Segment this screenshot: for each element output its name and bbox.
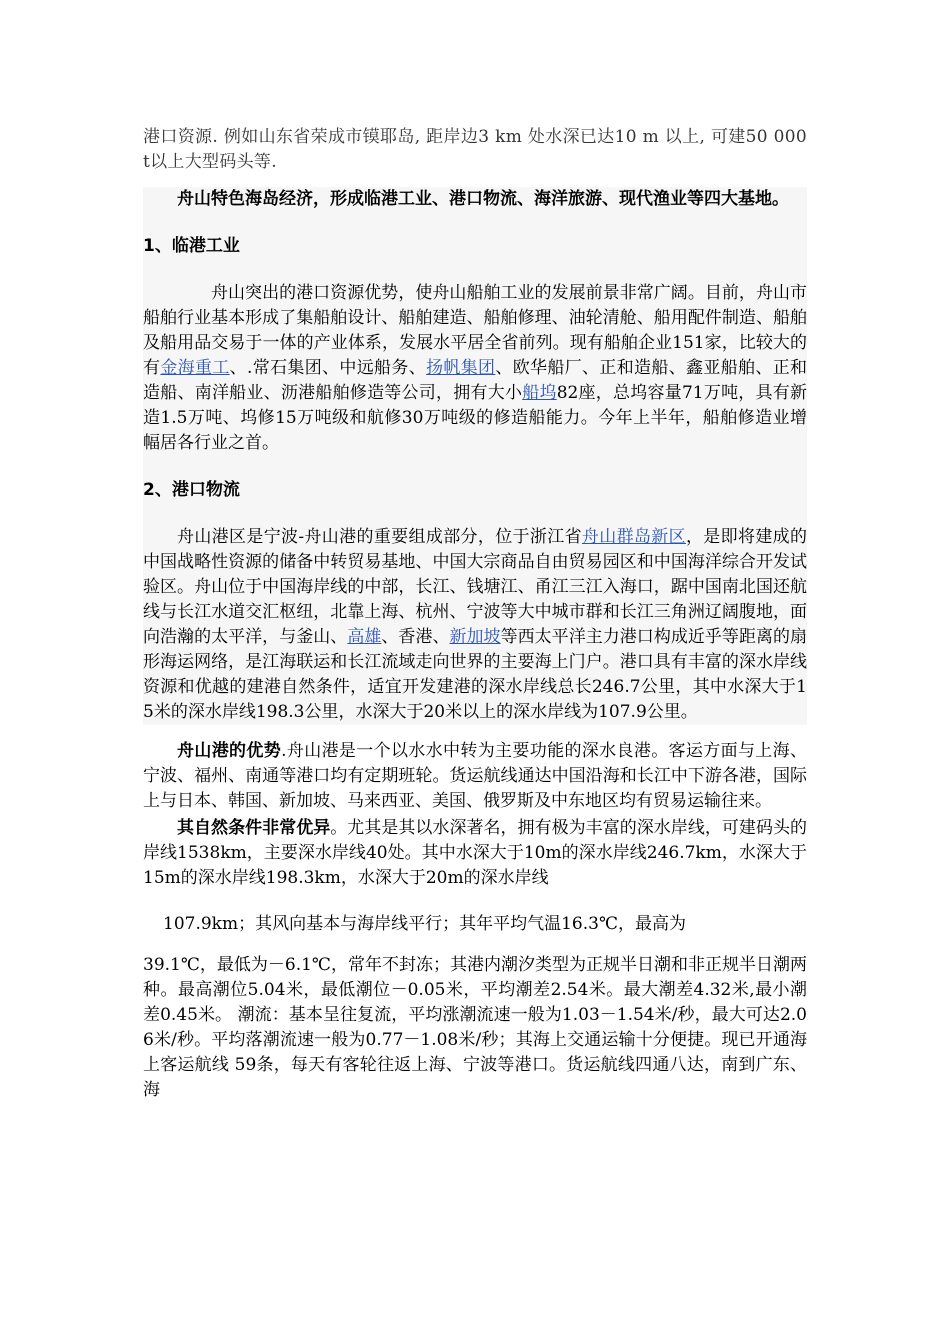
section2-paragraph [143,525,807,725]
advantage-text: .舟山港是一个以水水中转为主要功能的深水良港。客运方面与上海、宁波、福州、南通等港口均有定期班轮。货运航线通达中国沿海和长江中下游各港，国际上与日本、韩国、新加坡、马来西亚、美国、俄罗斯及中东地区均有贸易运输往来。 [143,741,808,811]
section1-text-d: 82座，总坞容量71万吨，具有新造1.5万吨、坞修15万吨级和航修30万吨级的修造船能力。今年上半年，船舶修造业增幅居各行业之首。 [143,383,808,453]
advantage-paragraph [143,739,807,814]
section1-text-b: 、.常石集团、中远船务、 [229,358,427,378]
summary-heading: 舟山特色海岛经济，形成临港工业、港口物流、海洋旅游、现代渔业等四大基地。 [177,189,789,209]
section2-heading: 2、港口物流 [143,480,240,500]
advantage-label: 舟山港的优势 [177,741,282,761]
climate-line: 107.9km；其风向基本与海岸线平行；其年平均气温16.3℃，最高为 [163,914,686,934]
section2-text-d: 等西太平洋主力港口构成近乎等距离的扇形海运网络，是江海联运和长江流域走向世界的主要海上门户。港口具有丰富的深水岸线资源和优越的建港自然条件，适宜开发建港的深水岸线总长246.7公里，其中水深大于15米的深水岸线198.3公里，水深大于20米以上的深水岸线为107.9公里。 [143,627,808,722]
nature-paragraph [143,816,807,891]
link-dock[interactable]: 船坞 [522,383,557,403]
link-zhoushan-islands-new-area[interactable]: 舟山群岛新区 [581,527,686,547]
section2-text-c: 、香港、 [381,627,450,647]
section2-text-b: ，是即将建成的中国战略性资源的储备中转贸易基地、中国大宗商品自由贸易园区和中国海洋综合开发试验区。舟山位于中国海岸线的中部，长江、钱塘江、甬江三江入海口，踞中国南北国还航线与长江水道交汇枢纽，北靠上海、杭州、宁波等大中城市群和长江三角洲辽阔腹地，面向浩瀚的太平洋，与釜山、 [143,527,808,647]
document-body [143,122,807,1103]
section1-text-a: 舟山突出的港口资源优势，使舟山船舶工业的发展前景非常广阔。目前，舟山市船舶行业基本形成了集船舶设计、船舶建造、船舶修理、油轮清舱、船用配件制造、船舶及船用品交易于一体的产业体系，发展水平居全省前列。现有船舶企业151家，比较大的有 [143,283,807,378]
tide-paragraph: 39.1℃，最低为－6.1℃，常年不封冻；其港内潮汐类型为正规半日潮和非正规半日潮两种。最高潮位5.04米，最低潮位－0.05米，平均潮差2.54米。最大潮差4.32米,最小潮差0.45米。 潮流：基本呈往复流，平均涨潮流速一般为1.03－1.54米/秒，最大可达2.06米/秒。平均落潮流速一般为0.77－1.08米/秒；其海上交通运输十分便捷。现已开通海上客运航线 59条，每天有客轮往返上海、宁波等港口。货运航线四通八达，南到广东、海 [143,955,807,1100]
article-block [143,187,807,725]
intro-paragraph: 港口资源. 例如山东省荣成市镆耶岛, 距岸边3 km 处水深已达10 m 以上, 可建50 000 t以上大型码头等. [143,127,807,172]
section1-heading: 1、临港工业 [143,236,240,256]
section1-paragraph [143,281,807,456]
section1-text-c: 、欧华船厂、正和造船、鑫亚船舶、正和造船、南洋船业、沥港船舶修造等公司，拥有大小 [143,358,808,403]
link-yangfan-group[interactable]: 扬帆集团 [426,358,496,378]
link-kaohsiung[interactable]: 高雄 [347,627,382,647]
link-jinhai-heavy-industry[interactable]: 金海重工 [160,358,230,378]
section2-text-a: 舟山港区是宁波-舟山港的重要组成部分，位于浙江省 [177,527,582,547]
nature-label: 其自然条件非常优异 [177,818,331,838]
link-singapore[interactable]: 新加坡 [449,627,501,647]
nature-text: 。尤其是其以水深著名，拥有极为丰富的深水岸线，可建码头的岸线1538km，主要深水岸线40处。其中水深大于10m的深水岸线246.7km，水深大于15m的深水岸线198.3km，水深大于20m的深水岸线 [143,818,807,888]
